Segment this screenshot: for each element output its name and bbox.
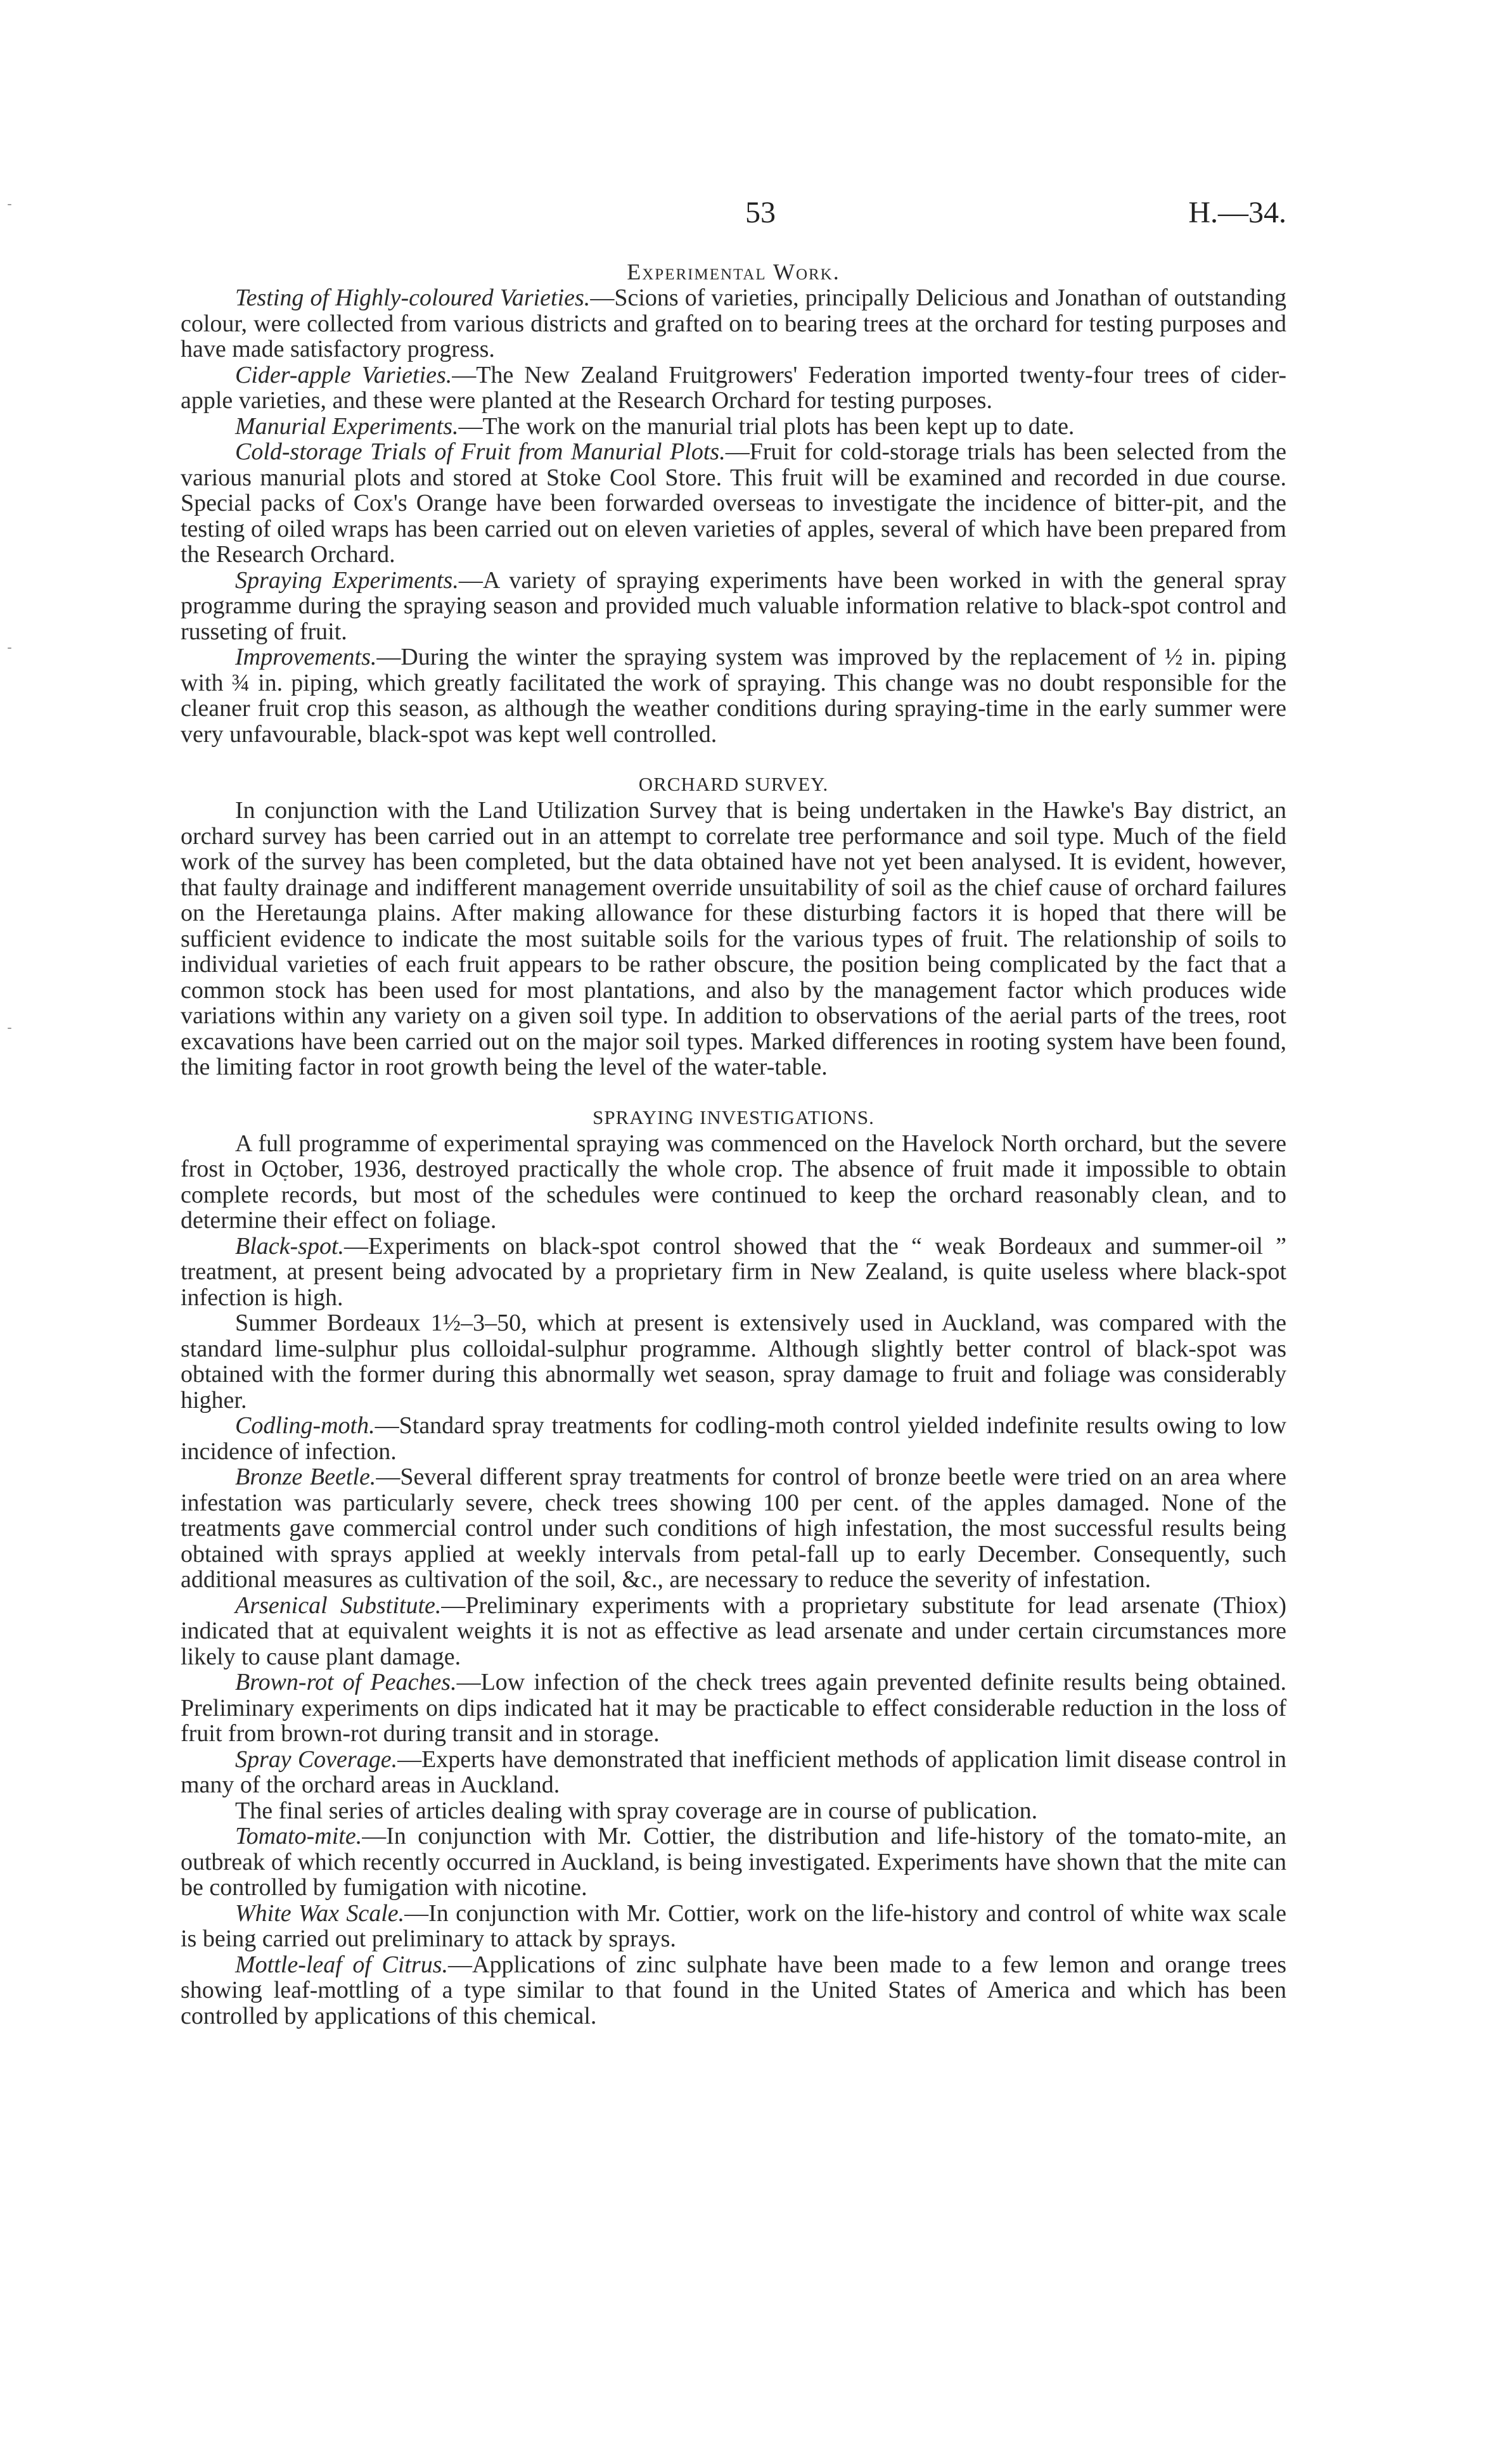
paragraph-runin: Bronze Beetle. <box>235 1464 376 1490</box>
paragraph: In conjunction with the Land Utilization Survey that is being undertaken in the Hawke's Bay district, an orchard survey has been carried out in an attempt to correlate tree performance and soil type. Much of the field work of the survey has been completed, but the data obtained have not yet been analysed. It is evident, however, that faulty drainage and indifferent management override unsuitability of soil as the chief cause of orchard failures on the Heretaunga plains. After making allowance for these disturbing factors it is hoped that there will be sufficient evidence to indicate the most suitable soils for the various types of fruit. The relationship of soils to individual varieties of each fruit appears to be rather obscure, the position being complicated by the fact that a common stock has been used for most plantations, and also by the management factor which produces wide variations within any variety on a given soil type. In addition to observations of the aerial parts of the trees, root excavations have been carried out on the major soil types. Marked differences in rooting system have been found, the limiting factor in root growth being the level of the water-table. <box>181 797 1286 1080</box>
paragraph <box>181 1234 1286 1311</box>
paragraph-text: —Preliminary experiments with a proprietary substitute for lead arsenate (Thiox) indicated that at equivalent weights it is not as effective as lead arsenate and under certain circumstances more likely to cause plant damage. <box>181 1592 1286 1670</box>
scan-speck <box>8 1028 11 1029</box>
paragraph-text: —In conjunction with Mr. Cottier, the distribution and life-history of the tomato-mite, an outbreak of which recently occurred in Auckland, is being investigated. Experiments have shown that the mite can be controlled by fumigation with nicotine. <box>181 1823 1286 1901</box>
paragraph: Summer Bordeaux 1½–3–50, which at present is extensively used in Auckland, was compared with the standard lime-sulphur plus colloidal-sulphur programme. Although slightly better control of black-spot was obtained with the former during this abnormally wet season, spray damage to fruit and foliage was considerably higher. <box>181 1310 1286 1414</box>
paragraph-text: —In conjunction with Mr. Cottier, work on the life-history and control of white wax scale is being carried out preliminary to attack by sprays. <box>181 1899 1286 1952</box>
scan-speck <box>8 648 11 649</box>
section-gap <box>181 1080 1286 1104</box>
paragraph-text: —During the winter the spraying system was improved by the replacement of ½ in. piping with ¾ in. piping, which greatly facilitated the work of spraying. This change was no doubt responsible for the cleaner fruit crop this season, as although the weather conditions during spraying-time in the early summer were very unfavourable, black-spot was kept well controlled. <box>181 644 1286 748</box>
section-heading-experimental-work: Experimental Work. <box>627 259 840 284</box>
paragraph-runin: Tomato-mite. <box>235 1823 362 1849</box>
paragraph-runin: Brown-rot of Peaches. <box>235 1669 457 1695</box>
section-heading-spraying-investigations: SPRAYING INVESTIGATIONS. <box>593 1106 875 1128</box>
section-heading-orchard-survey: ORCHARD SURVEY. <box>638 773 829 795</box>
paragraph-text: —The New Zealand Fruitgrowers' Federation imported twenty-four trees of cider-apple varieties, and these were planted at the Research Orchard for testing purposes. <box>181 361 1286 414</box>
paragraph <box>181 1593 1286 1670</box>
paragraph-text: —Several different spray treatments for control of bronze beetle were tried on an area where infestation was particularly severe, check trees showing 100 per cent. of the apples damaged. None of the treatments gave commercial control under such conditions of high infestation, the most successful results being obtained with sprays applied at weekly intervals from petal-fall up to early December. Consequently, such additional measures as cultivation of the soil, &c., are necessary to reduce the severity of infestation. <box>181 1464 1286 1593</box>
report-reference: H.—34. <box>1188 196 1286 229</box>
paragraph-text: —A variety of spraying experiments have been worked in with the general spray programme during the spraying season and provided much valuable information relative to black-spot control and russeting of fruit. <box>181 566 1287 645</box>
paragraph-runin: Black-spot. <box>235 1232 345 1260</box>
paragraph <box>181 1952 1286 2029</box>
page-number: 53 <box>745 196 776 229</box>
section-orchard-survey <box>181 798 1286 1080</box>
paragraph-runin: Improvements. <box>235 644 377 670</box>
paragraph <box>181 1823 1286 1901</box>
paragraph <box>181 439 1286 568</box>
paragraph-text: —Scions of varieties, principally Delicious and Jonathan of outstanding colour, were collected from various districts and grafted on to bearing trees at the orchard for testing purposes and have made satisfactory progress. <box>181 284 1286 362</box>
paragraph <box>181 285 1286 362</box>
scan-speck <box>8 204 11 205</box>
paragraph-text: —Experiments on black-spot control showed that the “ weak Bordeaux and summer-oil ” treatment, at present being advocated by a proprietary firm in New Zealand, is quite useless where black-spot infection is high. <box>181 1232 1286 1311</box>
paragraph <box>181 1413 1286 1464</box>
section-experimental-work <box>181 285 1286 747</box>
paragraph: The final series of articles dealing with spray coverage are in course of publication. <box>235 1797 1038 1824</box>
paragraph-runin: Cider-apple Varieties. <box>235 361 452 388</box>
paragraph <box>181 362 1286 414</box>
section-spraying-investigations <box>181 1131 1286 2029</box>
page-body <box>181 259 1286 2029</box>
paragraph-text: —The work on the manurial trial plots has been kept up to date. <box>458 412 1075 440</box>
paragraph <box>181 1747 1286 1798</box>
paragraph <box>181 1901 1286 1952</box>
paragraph-runin: Testing of Highly-coloured Varieties. <box>235 284 591 311</box>
paragraph <box>181 568 1286 645</box>
paragraph-runin: Codling-moth. <box>235 1412 375 1439</box>
paragraph <box>181 1464 1286 1593</box>
paragraph-runin: White Wax Scale. <box>235 1899 405 1927</box>
paragraph-runin: Spraying Experiments. <box>235 566 459 594</box>
paragraph-runin: Mottle-leaf of Citrus. <box>235 1951 449 1978</box>
section-gap <box>181 747 1286 771</box>
paragraph-text: —Standard spray treatments for codling-moth control yielded indefinite results owing to low incidence of infection. <box>181 1412 1286 1465</box>
paragraph-runin: Cold-storage Trials of Fruit from Manurial Plots. <box>235 438 726 465</box>
paragraph-text: —Experts have demonstrated that inefficient methods of application limit disease control in many of the orchard areas in Auckland. <box>181 1746 1286 1798</box>
paragraph-runin: Spray Coverage. <box>235 1746 398 1773</box>
paragraph-text: —Low infection of the check trees again prevented definite results being obtained. Preliminary experiments on dips indicated hat it may be practicable to effect considerable reduction in the loss of fruit from brown-rot during transit and in storage. <box>181 1669 1286 1747</box>
paragraph-runin: Manurial Experiments. <box>235 412 459 440</box>
paragraph <box>181 414 1286 440</box>
paragraph-text: —Fruit for cold-storage trials has been selected from the various manurial plots and stored at Stoke Cool Store. This fruit will be examined and recorded in due course. Special packs of Cox's Orange have been forwarded overseas to investigate the incidence of bitter-pit, and the testing of oiled wraps has been carried out on eleven varieties of apples, several of which have been prepared from the Research Orchard. <box>181 438 1286 568</box>
paragraph-runin: Arsenical Substitute. <box>235 1592 442 1619</box>
paragraph: A full programme of experimental spraying was commenced on the Havelock North orchard, but the severe frost in October, 1936, destroyed practically the whole crop. The absence of fruit made it impossible to obtain complete records, but most of the schedules were continued to keep the orchard reasonably clean, and to determine their effect on foliage. <box>181 1130 1286 1234</box>
paragraph <box>181 644 1286 747</box>
paragraph <box>181 1669 1286 1747</box>
paragraph-text: —Applications of zinc sulphate have been made to a few lemon and orange trees showing leaf-mottling of a type similar to that found in the United States of America and which has been controlled by applications of this chemical. <box>181 1951 1286 2029</box>
